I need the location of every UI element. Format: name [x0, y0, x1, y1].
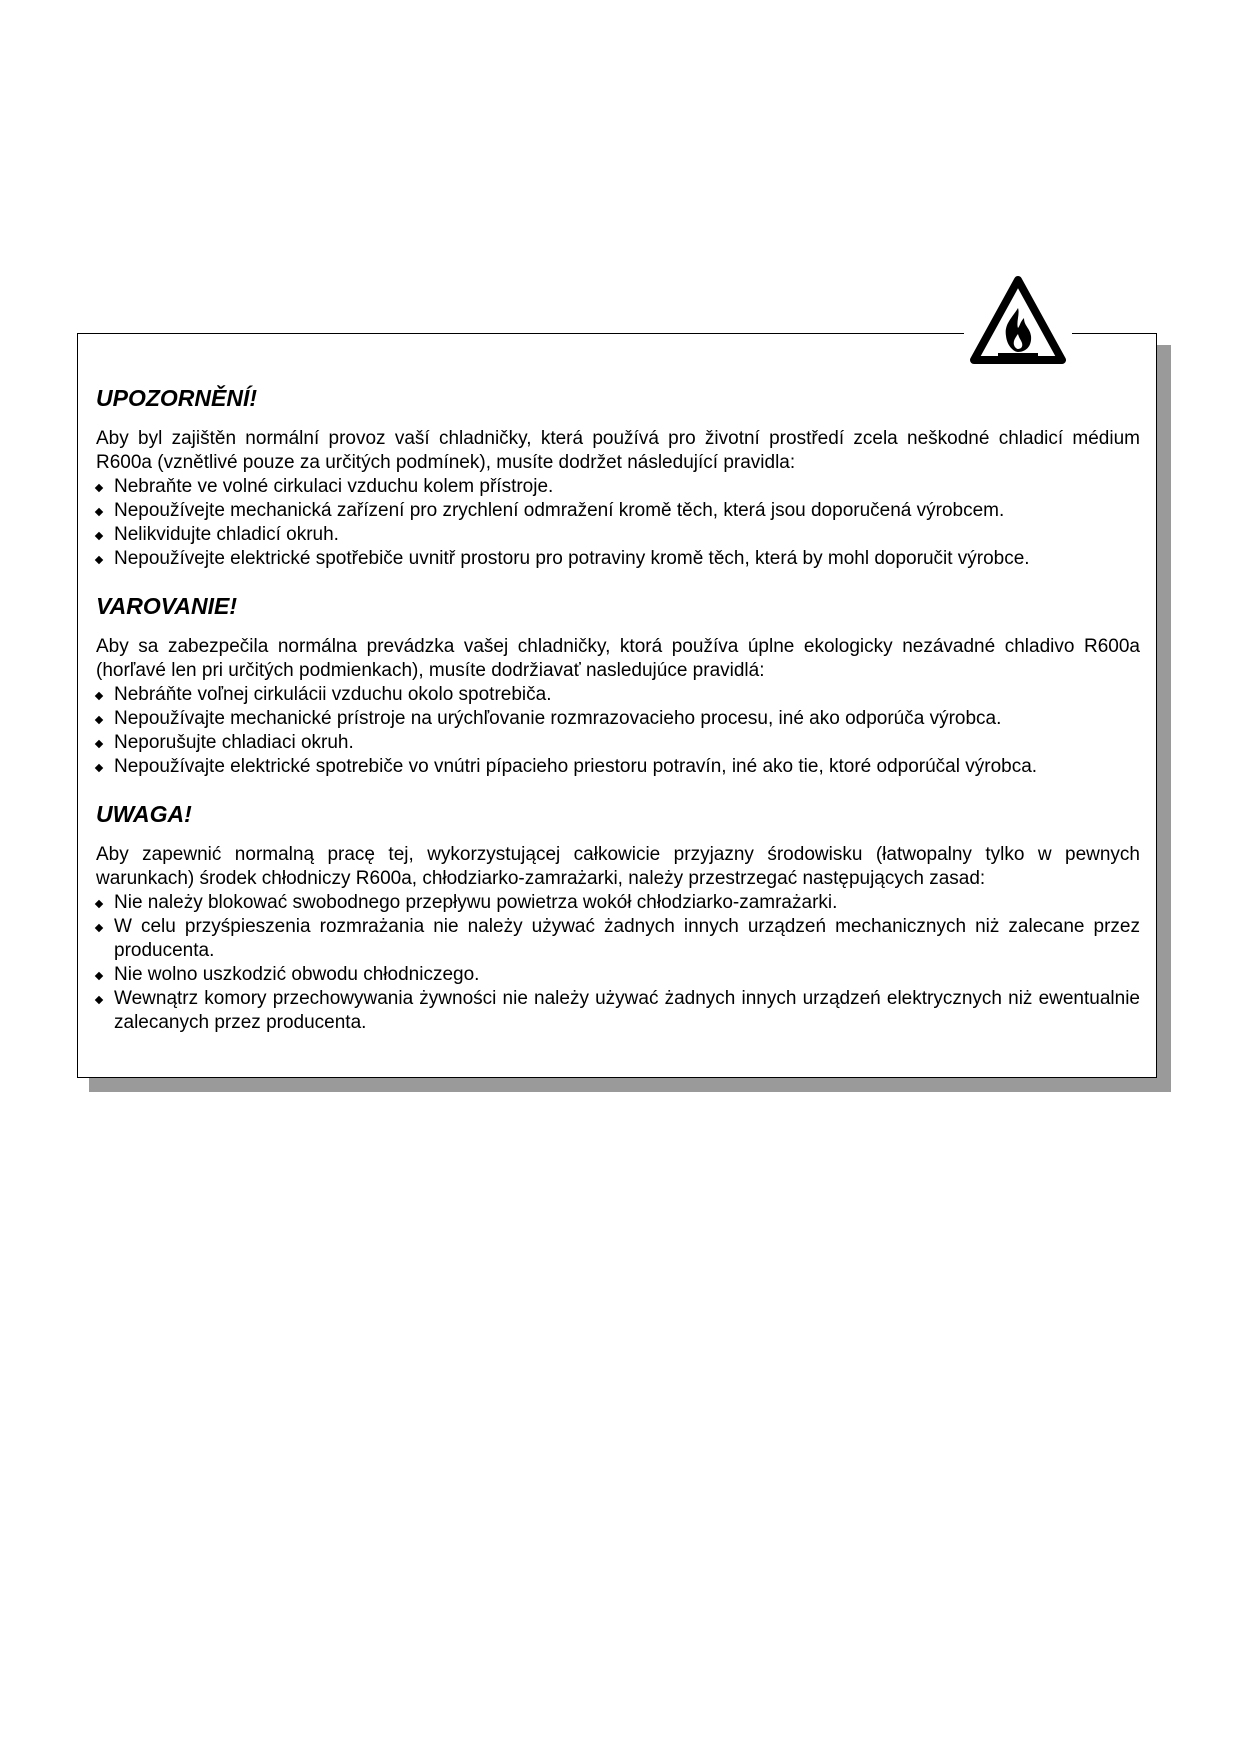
rule-item: Nie wolno uszkodzić obwodu chłodniczego.	[96, 963, 1140, 987]
rules-list	[96, 475, 1140, 571]
rule-item: Neporušujte chladiaci okruh.	[96, 731, 1140, 755]
bullet-icon	[95, 484, 103, 492]
bullet-icon	[95, 556, 103, 564]
rule-item: Nebráňte voľnej cirkulácii vzduchu okolo spotrebiča.	[96, 683, 1140, 707]
bullet-icon	[95, 996, 103, 1004]
section-title: UPOZORNĚNÍ!	[96, 385, 257, 411]
bullet-icon	[95, 972, 103, 980]
rules-list	[96, 891, 1140, 1035]
section-polish	[96, 799, 1140, 1035]
section-intro: Aby sa zabezpečila normálna prevádzka vašej chladničky, ktorá používa úplne ekologicky nezávadné chladivo R600a (horľavé len pri určitých podmienkach), musíte dodržiavať nasledujúce pravidlá:	[96, 636, 1140, 681]
rules-list	[96, 683, 1140, 779]
section-intro: Aby byl zajištěn normální provoz vaší chladničky, která používá pro životní prostředí zcela neškodné chladicí médium R600a (vznětlivé pouze za určitých podmínek), musíte dodržet následující pravidla:	[96, 428, 1140, 473]
rule-item: Nebraňte ve volné cirkulaci vzduchu kolem přístroje.	[96, 475, 1140, 499]
rule-item: W celu przyśpieszenia rozmrażania nie należy używać żadnych innych urządzeń mechanicznych niż zalecane przez producenta.	[96, 915, 1140, 963]
warning-content	[96, 383, 1140, 1035]
bullet-icon	[95, 924, 103, 932]
bullet-icon	[95, 740, 103, 748]
rule-item: Nelikvidujte chladicí okruh.	[96, 523, 1140, 547]
bullet-icon	[95, 532, 103, 540]
rule-item: Nepoužívejte mechanická zařízení pro zrychlení odmražení kromě těch, která jsou doporučená výrobcem.	[96, 499, 1140, 523]
section-czech	[96, 383, 1140, 571]
bullet-icon	[95, 716, 103, 724]
rule-item: Nepoužívejte elektrické spotřebiče uvnitř prostoru pro potraviny kromě těch, která by mohl doporučit výrobce.	[96, 547, 1140, 571]
section-title: UWAGA!	[96, 801, 192, 827]
bullet-icon	[95, 764, 103, 772]
bullet-icon	[95, 508, 103, 516]
section-intro: Aby zapewnić normalną pracę tej, wykorzystującej całkowicie przyjazny środowisku (łatwopalny tylko w pewnych warunkach) środek chłodniczy R600a, chłodziarko-zamrażarki, należy przestrzegać następujących zasad:	[96, 844, 1140, 889]
rule-item: Nepoužívajte mechanické prístroje na urýchľovanie rozmrazovacieho procesu, iné ako odporúča výrobca.	[96, 707, 1140, 731]
flammable-warning-icon	[968, 274, 1068, 368]
rule-item: Nie należy blokować swobodnego przepływu powietrza wokół chłodziarko-zamrażarki.	[96, 891, 1140, 915]
bullet-icon	[95, 692, 103, 700]
bullet-icon	[95, 900, 103, 908]
rule-item: Nepoužívajte elektrické spotrebiče vo vnútri pípacieho priestoru potravín, iné ako tie, ktoré odporúčal výrobca.	[96, 755, 1140, 779]
section-title: VAROVANIE!	[96, 593, 237, 619]
rule-item: Wewnątrz komory przechowywania żywności nie należy używać żadnych innych urządzeń elektrycznych niż ewentualnie zalecanych przez producenta.	[96, 987, 1140, 1035]
section-slovak	[96, 591, 1140, 779]
